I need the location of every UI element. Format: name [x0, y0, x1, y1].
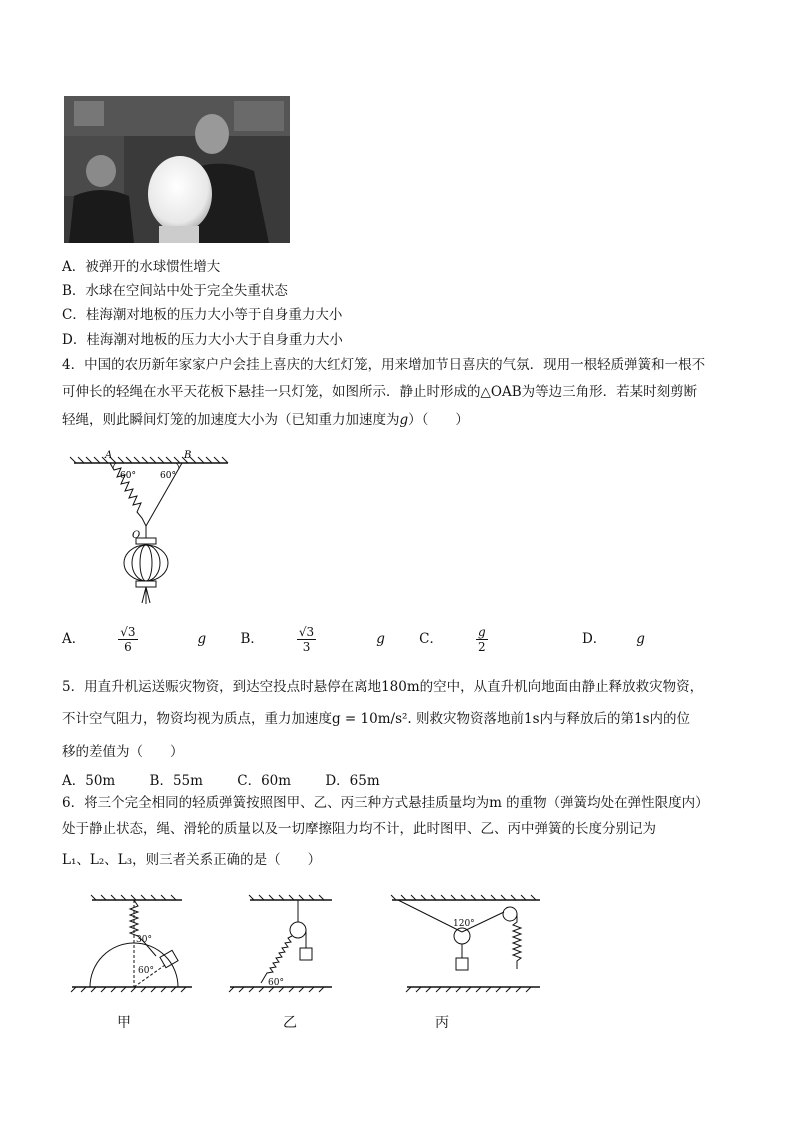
q4-option-b: B． $\frac{√3}{3}$ g: [240, 625, 385, 654]
q6-line1: 6．将三个完全相同的轻质弹簧按照图甲、乙、丙三种方式悬挂质量均为m 的重物（弹簧均处在弹性限度内）: [62, 795, 709, 811]
q3-option-c: C．桂海潮对地板的压力大小等于自身重力大小: [62, 307, 343, 323]
q4-line1: 4．中国的农历新年家家户户会挂上喜庆的大红灯笼，用来增加节日喜庆的气氛．现用一根轻质弹簧和一根不: [62, 357, 706, 373]
springs-figure: [62, 890, 552, 1000]
label-a: A: [105, 450, 113, 461]
caption-yi: 乙: [283, 1015, 297, 1031]
label-o: O: [132, 530, 141, 541]
angle-b: 60°: [160, 471, 176, 481]
q5-option-a: A．50m: [62, 773, 116, 789]
jia-angle-30: 30°: [136, 935, 152, 945]
q4-line2: 可伸长的轻绳在水平天花板下悬挂一只灯笼，如图所示．静止时形成的△OAB为等边三角形．若某时刻剪断: [62, 384, 698, 400]
q4-option-d: D． g: [581, 631, 645, 647]
q4-options: [62, 625, 675, 654]
space-station-photo: [64, 96, 290, 243]
caption-jia: 甲: [117, 1015, 131, 1031]
yi-angle-60: 60°: [268, 978, 284, 988]
caption-bing: 丙: [435, 1015, 449, 1031]
angle-a: 60°: [120, 471, 136, 481]
q5-line3: 移的差值为（ ）: [62, 744, 184, 760]
q3-option-a: A．被弹开的水球惯性增大: [62, 259, 221, 275]
q5-option-d: D．65m: [325, 773, 380, 789]
q4-line3: 轻绳，则此瞬间灯笼的加速度大小为（已知重力加速度为g）（ ）: [62, 412, 469, 428]
q3-option-d: D．桂海潮对地板的压力大小大于自身重力大小: [62, 332, 343, 348]
lantern-figure: [62, 448, 232, 608]
bing-angle-120: 120°: [453, 919, 475, 929]
jia-angle-60: 60°: [138, 966, 154, 976]
q4-option-c: C． $\frac{g}{2}$: [419, 625, 486, 654]
label-b: B: [184, 450, 192, 461]
q5-option-b: B．55m: [149, 773, 203, 789]
q3-option-b: B．水球在空间站中处于完全失重状态: [62, 283, 288, 299]
q6-line3: L₁、L₂、L₃，则三者关系正确的是（ ）: [62, 852, 322, 868]
q5-line1: 5．用直升机运送赈灾物资，到达空投点时悬停在离地180m的空中，从直升机向地面由静止释放救灾物资，: [62, 679, 704, 695]
q5-line2: 不计空气阻力，物资均视为质点，重力加速度g = 10m/s². 则救灾物资落地前1s内与释放后的第1s内的位: [62, 711, 691, 727]
q5-options: [62, 769, 410, 789]
q6-line2: 处于静止状态，绳、滑轮的质量以及一切摩擦阻力均不计，此时图甲、乙、丙中弹簧的长度分别记为: [62, 821, 656, 837]
q5-option-c: C．60m: [237, 773, 292, 789]
q4-option-a: A． $\frac{√3}{6}$ g: [62, 625, 207, 654]
